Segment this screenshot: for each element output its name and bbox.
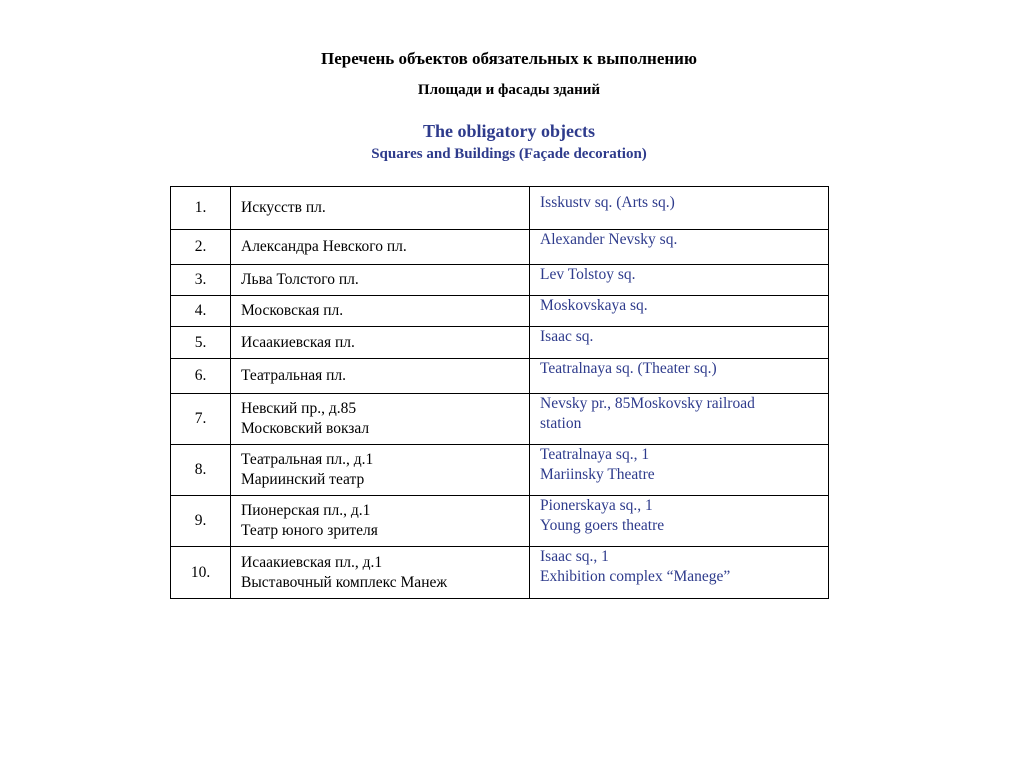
object-name-ru-line: Театральная пл., д.1 [241,451,374,468]
objects-table [170,186,829,599]
object-name-ru [231,187,530,230]
object-name-ru-line: Московская пл. [241,302,344,319]
object-name-ru-line: Невский пр., д.85 [241,400,357,417]
object-name-en-line: Alexander Nevsky sq. [540,231,678,248]
page-title-english: The obligatory objects [423,121,595,141]
object-name-en [530,496,829,547]
objects-table-body [171,187,829,599]
object-name-en [530,359,829,394]
object-name-ru-line: Исаакиевская пл., д.1 [241,553,383,571]
table-row [171,187,829,230]
object-name-en-line: Young goers theatre [540,517,665,534]
page-subtitle: Площади и фасады зданий [417,82,601,98]
table-row [171,394,829,445]
object-name-ru [231,547,530,599]
object-name-ru [231,445,530,496]
object-name-en [530,187,829,230]
table-row [171,547,829,599]
object-name-en-line: station [540,415,582,432]
table-row [171,496,829,547]
table-row [171,359,829,394]
object-name-en [530,547,829,599]
object-name-ru [231,496,530,547]
row-number: 4. [171,296,231,327]
row-number: 10. [171,547,231,599]
object-name-ru [231,359,530,394]
object-name-en-line: Lev Tolstoy sq. [540,266,636,283]
object-name-en-line: Isskustv sq. (Arts sq.) [540,194,675,211]
object-name-en-line: Pionerskaya sq., 1 [540,497,653,514]
object-name-ru [231,296,530,327]
object-name-en-line: Nevsky pr., 85Moskovsky railroad [540,395,755,412]
object-name-en [530,265,829,296]
row-number: 5. [171,327,231,359]
object-name-en-line: Isaac sq., 1 [540,548,609,565]
object-name-ru-line: Льва Толстого пл. [241,271,359,288]
row-number: 1. [171,187,231,230]
object-name-en [530,394,829,445]
page-title: Перечень объектов обязательных к выполнению [321,49,697,68]
object-name-ru-line: Театральная пл. [241,367,347,384]
row-number: 7. [171,394,231,445]
row-number: 8. [171,445,231,496]
table-row [171,296,829,327]
object-name-en-line: Exhibition complex “Manege” [540,568,731,585]
object-name-en [530,296,829,327]
table-row [171,445,829,496]
table-row [171,230,829,265]
page-subtitle-english: Squares and Buildings (Façade decoration) [371,146,647,162]
object-name-ru [231,230,530,265]
row-number: 2. [171,230,231,265]
object-name-ru-line: Александра Невского пл. [241,238,407,255]
object-name-ru-line: Выставочный комплекс Манеж [241,573,448,591]
object-name-ru [231,394,530,445]
object-name-en [530,445,829,496]
object-name-en-line: Teatralnaya sq., 1 [540,446,650,463]
object-name-ru [231,265,530,296]
object-name-en-line: Moskovskaya sq. [540,297,648,314]
table-row [171,265,829,296]
object-name-en [530,327,829,359]
object-name-ru-line: Мариинский театр [241,471,365,488]
object-name-ru-line: Искусств пл. [241,199,326,216]
object-name-en-line: Isaac sq. [540,328,594,345]
object-name-ru [231,327,530,359]
object-name-en-line: Teatralnaya sq. (Theater sq.) [540,360,717,377]
row-number: 3. [171,265,231,296]
object-name-en-line: Mariinsky Theatre [540,466,655,483]
object-name-en [530,230,829,265]
row-number: 6. [171,359,231,394]
object-name-ru-line: Московский вокзал [241,420,370,437]
row-number: 9. [171,496,231,547]
object-name-ru-line: Театр юного зрителя [241,522,378,539]
object-name-ru-line: Пионерская пл., д.1 [241,502,371,519]
table-row [171,327,829,359]
object-name-ru-line: Исаакиевская пл. [241,333,355,351]
